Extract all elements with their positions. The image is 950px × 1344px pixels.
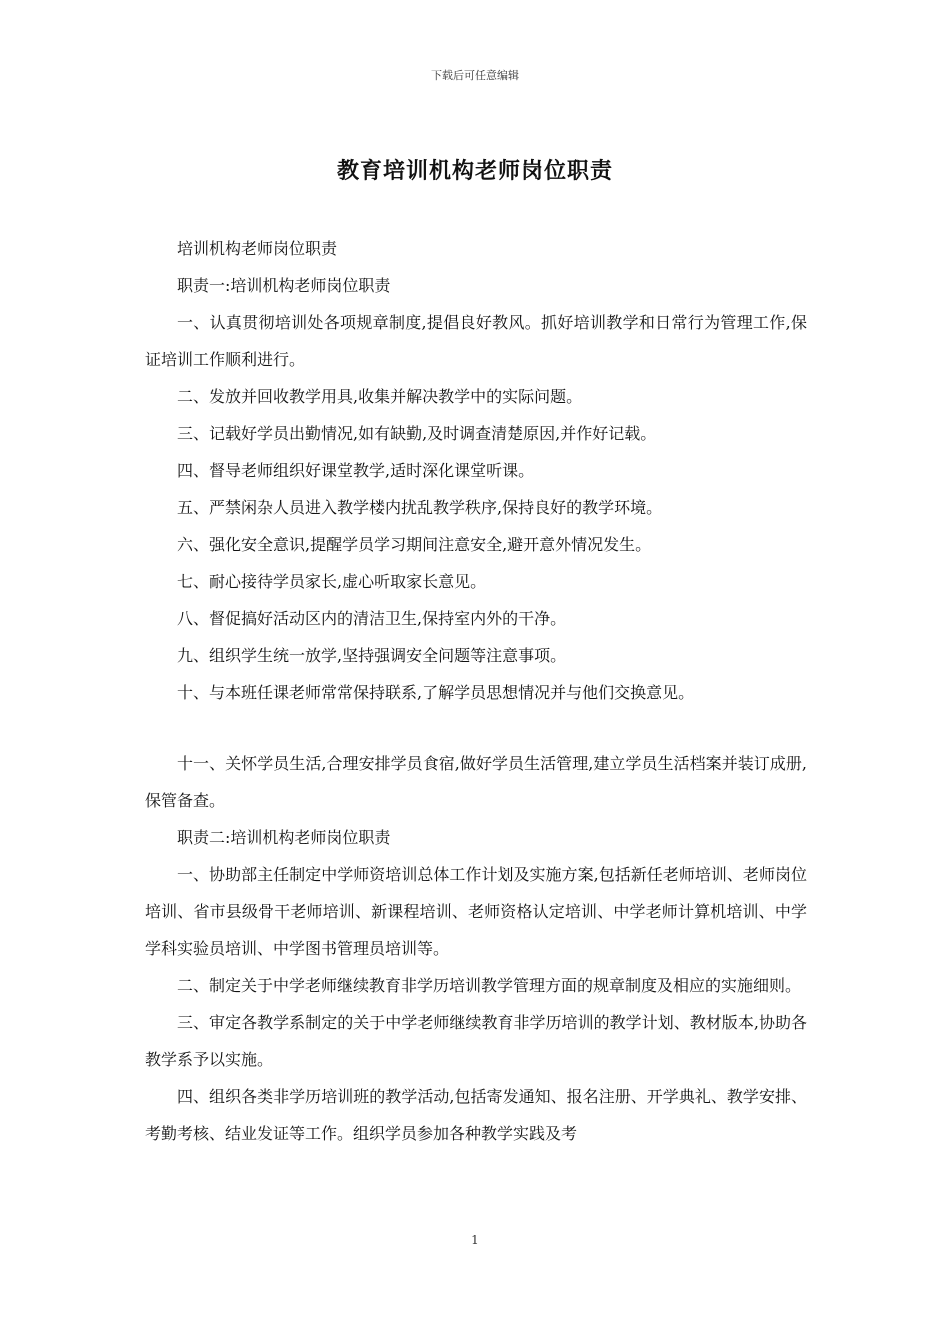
paragraph-item: 十一、关怀学员生活,合理安排学员食宿,做好学员生活管理,建立学员生活档案并装订成册,保管备查。 bbox=[145, 754, 807, 810]
paragraph-item: 四、组织各类非学历培训班的教学活动,包括寄发通知、报名注册、开学典礼、教学安排、考勤考核、结业发证等工作。组织学员参加各种教学实践及考 bbox=[145, 1087, 807, 1143]
paragraph-intro: 培训机构老师岗位职责 bbox=[177, 239, 338, 258]
paragraph-item: 九、组织学生统一放学,坚持强调安全问题等注意事项。 bbox=[177, 646, 567, 665]
page-header-note: 下载后可任意编辑 bbox=[431, 69, 519, 82]
paragraph-item: 三、记载好学员出勤情况,如有缺勤,及时调查清楚原因,并作好记载。 bbox=[177, 424, 657, 443]
page-number: 1 bbox=[471, 1233, 479, 1247]
paragraph-item: 一、认真贯彻培训处各项规章制度,提倡良好教风。抓好培训教学和日常行为管理工作,保证培训工作顺利进行。 bbox=[145, 313, 807, 369]
document-title: 教育培训机构老师岗位职责 bbox=[336, 158, 613, 184]
paragraph-item: 七、耐心接待学员家长,虚心听取家长意见。 bbox=[177, 572, 487, 591]
paragraph-item: 一、协助部主任制定中学师资培训总体工作计划及实施方案,包括新任老师培训、老师岗位培训、省市县级骨干老师培训、新课程培训、老师资格认定培训、中学老师计算机培训、中学学科实验员培训、中学图书管理员培训等。 bbox=[145, 865, 807, 958]
section-heading-duty-2: 职责二:培训机构老师岗位职责 bbox=[177, 828, 391, 847]
document-body bbox=[145, 230, 807, 1152]
paragraph-item: 五、严禁闲杂人员进入教学楼内扰乱教学秩序,保持良好的教学环境。 bbox=[177, 498, 663, 517]
section-heading-duty-1: 职责一:培训机构老师岗位职责 bbox=[177, 276, 391, 295]
paragraph-item: 八、督促搞好活动区内的清洁卫生,保持室内外的干净。 bbox=[177, 609, 567, 628]
paragraph-item: 二、发放并回收教学用具,收集并解决教学中的实际问题。 bbox=[177, 387, 583, 406]
paragraph-item: 二、制定关于中学老师继续教育非学历培训教学管理方面的规章制度及相应的实施细则。 bbox=[177, 976, 802, 995]
paragraph-item: 十、与本班任课老师常常保持联系,了解学员思想情况并与他们交换意见。 bbox=[177, 683, 695, 702]
paragraph-item: 三、审定各教学系制定的关于中学老师继续教育非学历培训的教学计划、教材版本,协助各教学系予以实施。 bbox=[145, 1013, 807, 1069]
paragraph-item: 六、强化安全意识,提醒学员学习期间注意安全,避开意外情况发生。 bbox=[177, 535, 652, 554]
paragraph-item: 四、督导老师组织好课堂教学,适时深化课堂听课。 bbox=[177, 461, 535, 480]
